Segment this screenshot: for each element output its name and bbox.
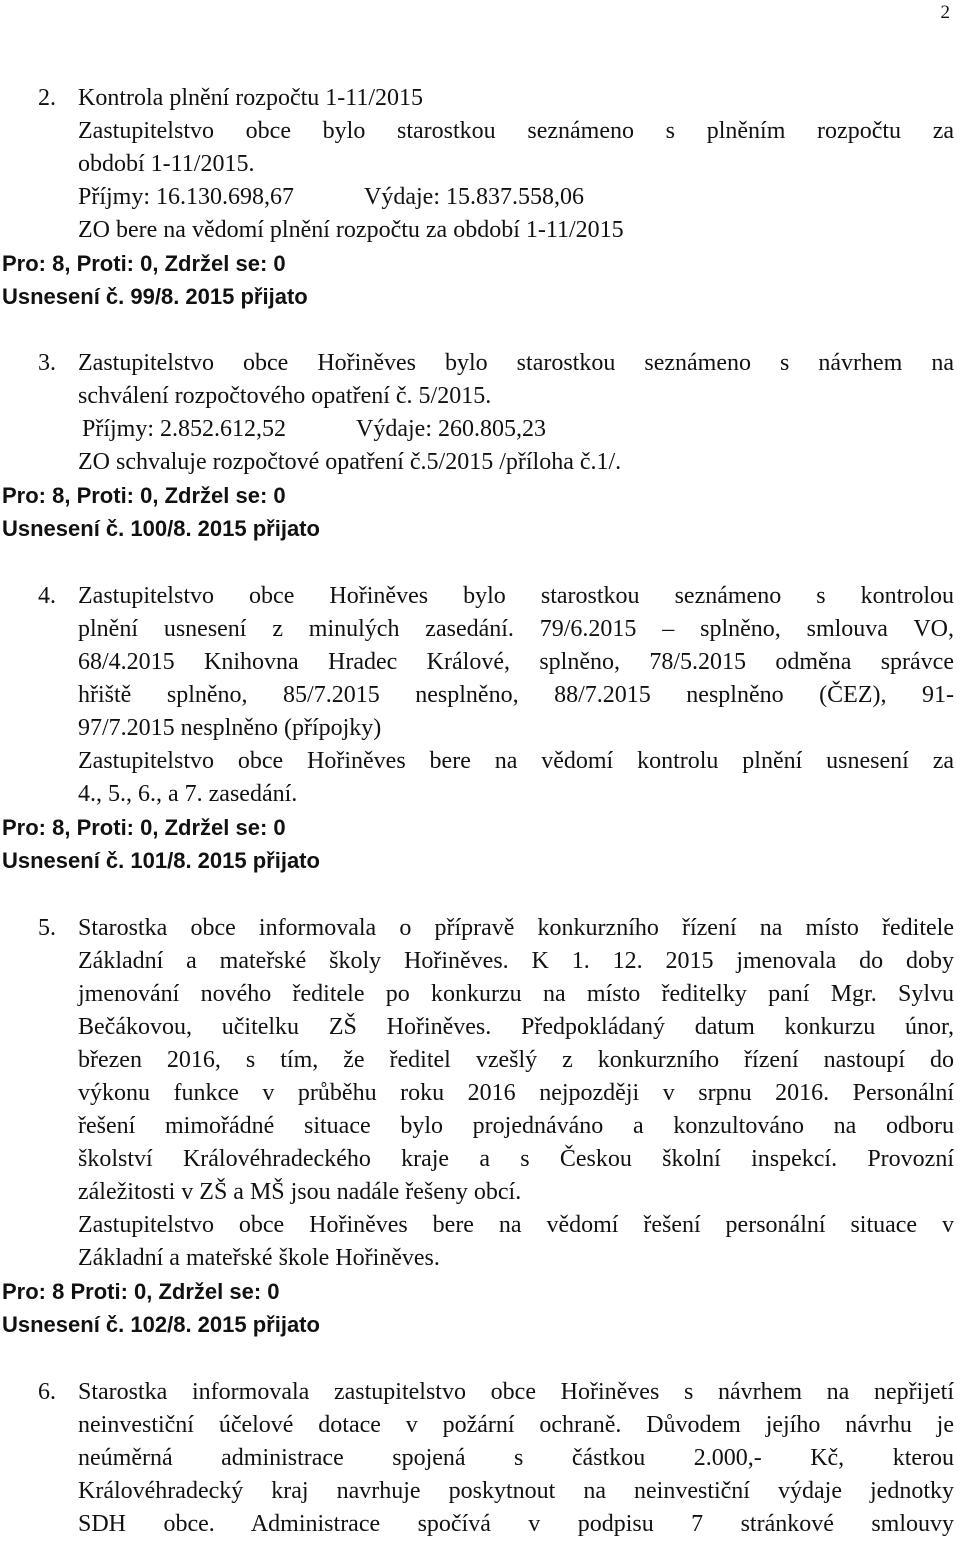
expense-value: Výdaje: 260.805,23 [356,416,546,442]
item-title: Kontrola plnění rozpočtu 1-11/2015 [78,85,424,111]
paragraph-line: Královéhradecký kraj navrhuje poskytnout na neinvestiční výdaje jednotky [78,1478,954,1504]
paragraph-line: neúměrná administrace spojená s částkou 2.000,- Kč, kterou [78,1445,954,1471]
vote-result: Pro: 8 Proti: 0, Zdržel se: 0 [2,1279,280,1304]
paragraph-line: SDH obce. Administrace spočívá v podpisu 7 stránkové smlouvy [78,1511,954,1537]
paragraph-line: 4., 5., 6., a 7. zasedání. [78,781,298,807]
resolution: Usnesení č. 100/8. 2015 přijato [2,516,320,541]
expense-value: Výdaje: 15.837.558,06 [364,184,584,210]
vote-result: Pro: 8, Proti: 0, Zdržel se: 0 [2,815,286,840]
paragraph-line: ZO schvaluje rozpočtové opatření č.5/2015 /příloha č.1/. [78,449,622,475]
income-value: Příjmy: 16.130.698,67 [78,184,295,210]
paragraph-line: 97/7.2015 nesplněno (přípojky) [78,715,382,741]
item-number: 6. [38,1379,56,1405]
paragraph-line: Zastupitelstvo obce Hořiněves bylo starostkou seznámeno s kontrolou [78,583,954,609]
item-number: 5. [38,915,56,941]
paragraph-line: Zastupitelstvo obce Hořiněves bere na vědomí kontrolu plnění usnesení za [78,748,954,774]
paragraph-line: Zastupitelstvo obce Hořiněves bere na vědomí řešení personální situace v [78,1212,954,1238]
budget-figures [78,181,954,214]
paragraph-line: schválení rozpočtového opatření č. 5/2015. [78,383,492,409]
paragraph-line: výkonu funkce v průběhu roku 2016 nejpozději v srpnu 2016. Personální [78,1080,954,1106]
item-number: 4. [38,583,56,609]
paragraph-line: Starostka obce informovala o přípravě konkurzního řízení na místo ředitele [78,915,954,941]
item-number: 2. [38,85,56,111]
resolution: Usnesení č. 102/8. 2015 přijato [2,1312,320,1337]
paragraph-line: 68/4.2015 Knihovna Hradec Králové, splněno, 78/5.2015 odměna správce [78,649,954,675]
paragraph-line: Zastupitelstvo obce Hořiněves bylo starostkou seznámeno s návrhem na [78,350,954,376]
item-number: 3. [38,350,56,376]
paragraph-line: Bečákovou, učitelku ZŠ Hořiněves. Předpokládaný datum konkurzu únor, [78,1014,954,1040]
page-number: 2 [940,2,950,23]
paragraph-line: plnění usnesení z minulých zasedání. 79/6.2015 – splněno, smlouva VO, [78,616,954,642]
budget-figures [82,413,954,446]
paragraph-line: ZO bere na vědomí plnění rozpočtu za období 1-11/2015 [78,217,624,243]
paragraph-line: jmenování nového ředitele po konkurzu na místo ředitelky paní Mgr. Sylvu [78,981,954,1007]
paragraph-line: Starostka informovala zastupitelstvo obce Hořiněves s návrhem na nepřijetí [78,1379,954,1405]
paragraph-line: záležitosti v ZŠ a MŠ jsou nadále řešeny obcí. [78,1179,522,1205]
paragraph-line: řešení mimořádné situace bylo projednáváno a konzultováno na odboru [78,1113,954,1139]
income-value: Příjmy: 2.852.612,52 [82,416,287,442]
paragraph-line: období 1-11/2015. [78,151,255,177]
resolution: Usnesení č. 101/8. 2015 přijato [2,848,320,873]
paragraph-line: březen 2016, s tím, že ředitel vzešlý z konkurzního řízení nastoupí do [78,1047,954,1073]
paragraph-line: školství Královéhradeckého kraje a s Českou školní inspekcí. Provozní [78,1146,954,1172]
paragraph-line: neinvestiční účelové dotace v požární ochraně. Důvodem jejího návrhu je [78,1412,954,1438]
paragraph-line: Základní a mateřské škole Hořiněves. [78,1245,440,1271]
vote-result: Pro: 8, Proti: 0, Zdržel se: 0 [2,251,286,276]
vote-result: Pro: 8, Proti: 0, Zdržel se: 0 [2,483,286,508]
paragraph-line: Základní a mateřské školy Hořiněves. K 1. 12. 2015 jmenovala do doby [78,948,954,974]
paragraph-line: hřiště splněno, 85/7.2015 nesplněno, 88/7.2015 nesplněno (ČEZ), 91- [78,682,954,708]
resolution: Usnesení č. 99/8. 2015 přijato [2,284,308,309]
paragraph-line: Zastupitelstvo obce bylo starostkou seznámeno s plněním rozpočtu za [78,118,954,144]
